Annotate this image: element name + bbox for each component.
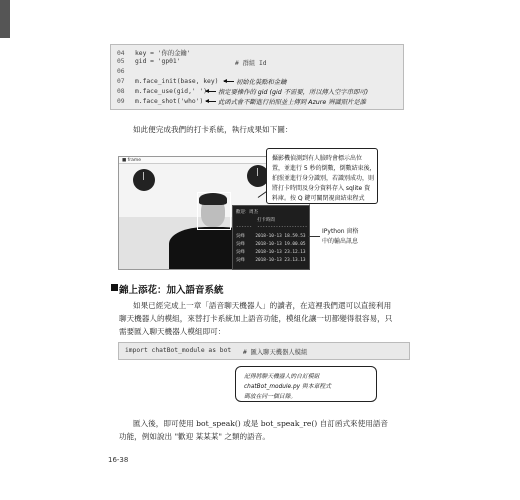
code-line: 09 m.face_shot('who') [117, 98, 204, 105]
code-line: 04 key = '你的金鑰' [117, 50, 191, 57]
wall-clock-left [133, 169, 155, 191]
annotation-arrow [206, 91, 216, 92]
section-title: 錦上添花：加入語音系統 [119, 285, 224, 296]
callout-line: 拍照並進行身分識別，若識別成功，則 [272, 175, 375, 182]
callout-line: 置，並進行 5 秒的倒數，倒數結束後， [272, 165, 376, 172]
code-line: 08 m.face_use(gid,' ') [117, 88, 208, 95]
face-detection-box [197, 192, 231, 230]
side-note-line: 中的輸出訊息 [322, 238, 359, 245]
paragraph-intro: 如此便完成我們的打卡系統，執行成果如下圖： [133, 125, 293, 134]
callout-line: 將打卡時間及身分資料存入 sqlite 資 [272, 185, 371, 192]
paragraph-line: 如果已經完成上一章「語音聊天機器人」的讀者，在這裡我們還可以直接利用 [133, 301, 392, 310]
paragraph-line: 聊天機器人的模組，來替打卡系統加上語音功能，模組化讓一切都變得很容易，只 [119, 314, 393, 323]
code-line: 05 gid = 'gp01' # 群組 Id [117, 58, 267, 67]
terminal-line: ------ ------------------- [236, 225, 308, 230]
side-note-line: IPython 窗格 [322, 228, 359, 235]
callout-line: 料庫。按 Q 鍵可關閉視窗結束程式 [272, 195, 365, 202]
window-title: ■ frame [119, 157, 309, 164]
ipython-output-panel [232, 205, 310, 270]
page-number: 16-38 [108, 456, 129, 464]
terminal-line: 歡迎：周杰 [236, 210, 258, 215]
callout-box [266, 148, 378, 204]
terminal-line: 打卡時間 [236, 218, 275, 223]
paragraph-line: 匯入後，即可使用 bot_speak() 或是 bot_speak_re() 自訂函式來使用語音 [133, 419, 389, 428]
annotation-text: 指定要操作的 gid (gid 不需要，所以傳入空字串即可) [218, 89, 369, 96]
terminal-line: 吳峰 2018-10-13 23.13.13 [236, 258, 306, 263]
note-line: 記得將聊天機器人的自訂模組 [244, 374, 320, 380]
terminal-line: 吳峰 2018-10-13 19.00.05 [236, 242, 306, 247]
callout-line: 攝影機偵測到有人臉時會標示出位 [272, 155, 363, 162]
annotation-arrow [224, 81, 234, 82]
section-bullet-icon [111, 284, 118, 291]
code-line: 07 m.face_init(base, key) [117, 78, 219, 85]
annotation-arrow [206, 101, 216, 102]
code-line: import chatBot_module as bot # 匯入聊天機器人模組 [125, 347, 308, 356]
paragraph-line: 需要匯入聊天機器人模組即可： [119, 327, 226, 336]
terminal-line: 吳峰 2018-10-13 23.12.13 [236, 250, 306, 255]
note-line: chatBot_module.py 與本章程式 [244, 384, 331, 390]
page-edge-tab [0, 0, 10, 38]
code-block-import [118, 342, 410, 360]
code-line: 06 [117, 68, 125, 75]
handwritten-note-box [235, 366, 377, 402]
annotation-text: 初始化裝點和金鑰 [236, 79, 287, 86]
terminal-line: 吳峰 2018-10-13 18.59.53 [236, 234, 306, 239]
annotation-text: 此函式會不斷進行拍照並上傳到 Azure 辨識照片是誰 [218, 99, 367, 106]
paragraph-line: 功能，例如說出 "歡迎 某某某" 之類的語音。 [119, 432, 270, 441]
note-line: 碼放在同一個目錄。 [244, 394, 297, 400]
side-note-pointer [308, 236, 320, 237]
